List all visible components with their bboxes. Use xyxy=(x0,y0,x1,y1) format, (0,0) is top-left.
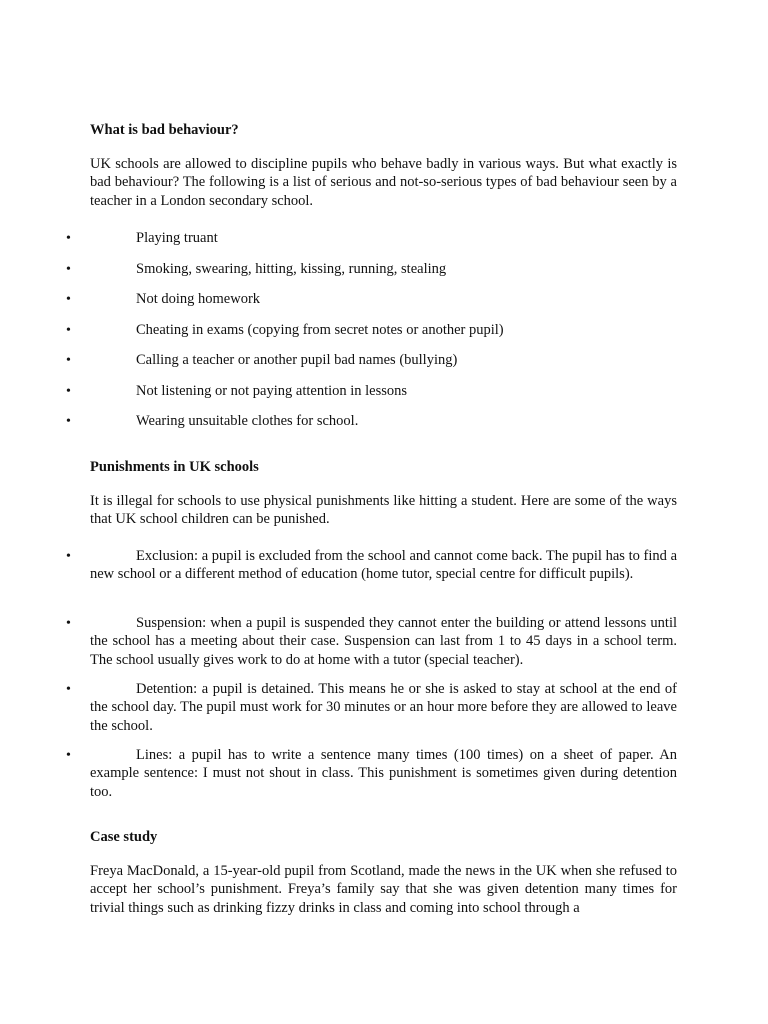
bullet-icon: • xyxy=(66,748,71,763)
bullet-icon: • xyxy=(66,414,71,429)
bullet-icon: • xyxy=(66,549,71,564)
section-heading-case-study: Case study xyxy=(90,829,158,845)
list-item: Smoking, swearing, hitting, kissing, running, stealing xyxy=(136,261,447,277)
punishment-item-lines: Lines: a pupil has to write a sentence many times (100 times) on a sheet of paper. An example sentence: I must not shout in class. This punishment is sometimes given during detention too. xyxy=(90,747,677,800)
bullet-icon: • xyxy=(66,323,71,338)
bullet-icon: • xyxy=(66,682,71,697)
bullet-icon: • xyxy=(66,616,71,631)
punishment-item-suspension: Suspension: when a pupil is suspended they cannot enter the building or attend lessons until the school has a meeting about their case. Suspension can last from 1 to 45 days in a school term. The school usually gives work to do at home with a tutor (special teacher). xyxy=(90,615,677,668)
bullet-icon: • xyxy=(66,231,71,246)
bullet-icon: • xyxy=(66,384,71,399)
list-item: Cheating in exams (copying from secret notes or another pupil) xyxy=(136,322,504,338)
list-item: Calling a teacher or another pupil bad names (bullying) xyxy=(136,352,458,368)
punishment-item-detention: Detention: a pupil is detained. This means he or she is asked to stay at school at the end of the school day. The pupil must work for 30 minutes or an hour more before they are allowed to leave the school. xyxy=(90,681,677,734)
list-item: Not doing homework xyxy=(136,291,261,307)
list-item: Not listening or not paying attention in lessons xyxy=(136,383,408,399)
bullet-icon: • xyxy=(66,292,71,307)
list-item: Wearing unsuitable clothes for school. xyxy=(136,413,359,429)
case-study-paragraph: Freya MacDonald, a 15-year-old pupil from Scotland, made the news in the UK when she refused to accept her school’s punishment. Freya’s family say that she was given detention many times for trivial things such as drinking fizzy drinks in class and coming into school through a xyxy=(90,863,677,916)
intro-paragraph-punishments: It is illegal for schools to use physical punishments like hitting a student. Here are some of the ways that UK school children can be punished. xyxy=(90,493,677,528)
punishment-item-exclusion: Exclusion: a pupil is excluded from the school and cannot come back. The pupil has to find a new school or a different method of education (home tutor, special centre for difficult pupils). xyxy=(90,548,677,583)
intro-paragraph-bad-behaviour: UK schools are allowed to discipline pupils who behave badly in various ways. But what exactly is bad behaviour? The following is a list of serious and not-so-serious types of bad behaviour seen by a teacher in a London secondary school. xyxy=(90,156,677,209)
list-item: Playing truant xyxy=(136,230,218,246)
bullet-icon: • xyxy=(66,353,71,368)
section-heading-punishments: Punishments in UK schools xyxy=(90,459,259,475)
section-heading-bad-behaviour: What is bad behaviour? xyxy=(90,122,239,138)
bullet-icon: • xyxy=(66,262,71,277)
